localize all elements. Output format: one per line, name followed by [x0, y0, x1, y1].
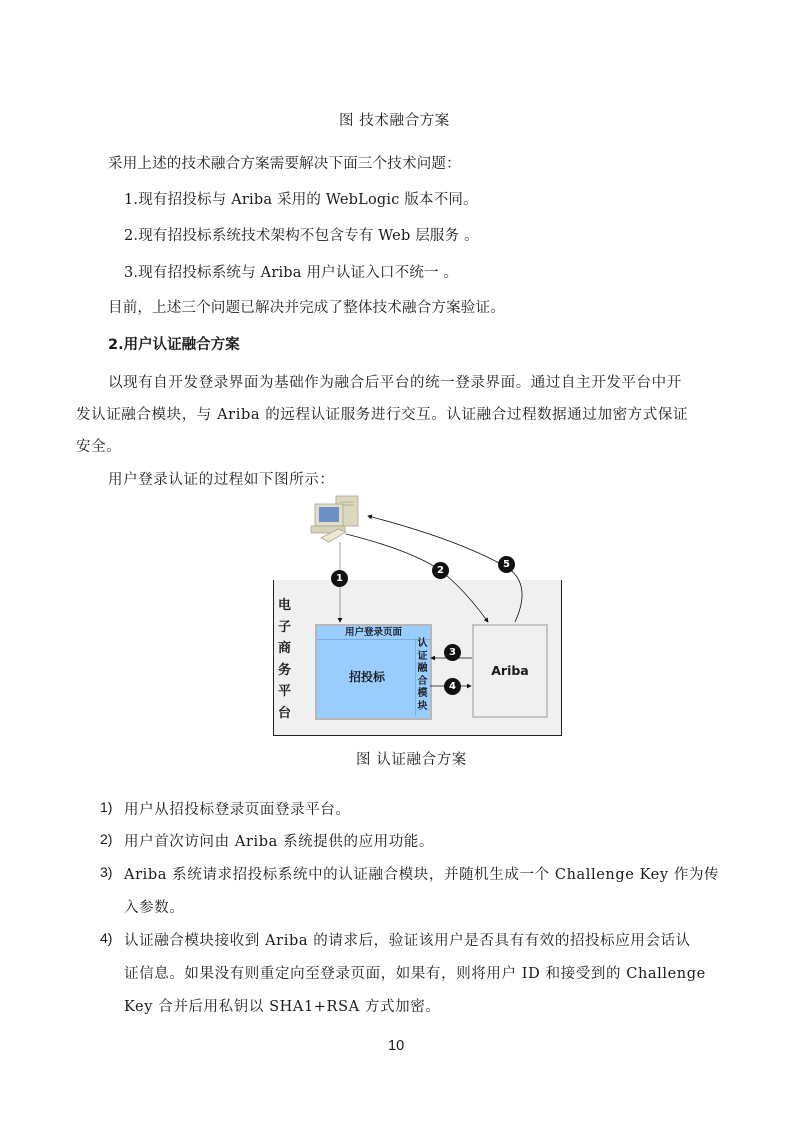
login-page-label: 用户登录页面	[317, 626, 430, 640]
step-number-1: 1)	[100, 799, 113, 815]
problem-item-2: 2.现有招投标系统技术架构不包含专有 Web 层服务 。	[124, 228, 479, 244]
platform-label-char: 台	[278, 705, 292, 721]
step-number-2: 2)	[100, 831, 113, 847]
auth-module-char: 块	[417, 700, 428, 712]
problem-item-1: 1.现有招投标与 Ariba 采用的 WebLogic 版本不同。	[124, 192, 478, 208]
auth-module-char: 认	[417, 638, 428, 649]
paragraph-line-1: 以现有自开发登录界面为基础作为融合后平台的统一登录界面。通过自主开发平台中开	[108, 375, 682, 391]
step-text-4-line-2: 证信息。如果没有则重定向至登录页面，如果有，则将用户 ID 和接受到的 Challenge	[124, 966, 706, 982]
paragraph-line-2: 发认证融合模块，与 Ariba 的远程认证服务进行交互。认证融合过程数据通过加密方式保证	[76, 407, 689, 423]
intro-text: 采用上述的技术融合方案需要解决下面三个技术问题：	[108, 156, 461, 172]
auth-module-char: 模	[417, 688, 428, 699]
auth-module-char: 证	[417, 650, 428, 662]
step-badge-3: 3	[444, 644, 461, 661]
paragraph-line-3: 安全。	[76, 439, 122, 455]
platform-label-char: 子	[278, 619, 292, 635]
platform-label-char: 平	[278, 684, 292, 699]
step-text-4-line-3: Key 合并后用私钥以 SHA1+RSA 方式加密。	[124, 999, 441, 1015]
step-badge-1: 1	[331, 570, 348, 587]
platform-label-char: 电	[278, 598, 292, 613]
step-text-3-line-1: Ariba 系统请求招投标系统中的认证融合模块，并随机生成一个 Challenge Key 作为传	[124, 867, 720, 883]
step-number-3: 3)	[100, 864, 113, 880]
problem-item-3: 3.现有招投标系统与 Ariba 用户认证入口不统一 。	[124, 265, 459, 281]
section-heading: 2.用户认证融合方案	[108, 337, 240, 353]
bidding-label: 招投标	[348, 670, 385, 684]
platform-label-char: 务	[278, 662, 292, 678]
platform-label-char: 商	[278, 641, 292, 656]
step-badge-4: 4	[444, 678, 461, 695]
step-text-1: 用户从招投标登录页面登录平台。	[124, 802, 351, 818]
step-text-2: 用户首次访问由 Ariba 系统提供的应用功能。	[124, 834, 435, 850]
step-text-4-line-1: 认证融合模块接收到 Ariba 的请求后，验证该用户是否具有有效的招投标应用会话认	[124, 933, 691, 949]
step-badge-2: 2	[432, 562, 449, 579]
ariba-label: Ariba	[491, 663, 529, 678]
page-number: 10	[388, 1038, 405, 1054]
step-number-4: 4)	[100, 930, 113, 946]
diagram-intro-text: 用户登录认证的过程如下图所示：	[108, 472, 335, 488]
auth-module-char: 合	[417, 675, 428, 687]
diagram-connectors	[260, 490, 565, 740]
auth-module-char: 融	[417, 663, 428, 674]
figure-caption-auth-fusion: 图 认证融合方案	[356, 752, 467, 768]
step-text-3-line-2: 入参数。	[124, 900, 185, 916]
figure-caption-tech-fusion: 图 技术融合方案	[339, 113, 450, 129]
step-badge-5: 5	[498, 556, 515, 573]
conclusion-text: 目前，上述三个问题已解决并完成了整体技术融合方案验证。	[108, 300, 505, 316]
auth-fusion-diagram	[260, 490, 565, 740]
